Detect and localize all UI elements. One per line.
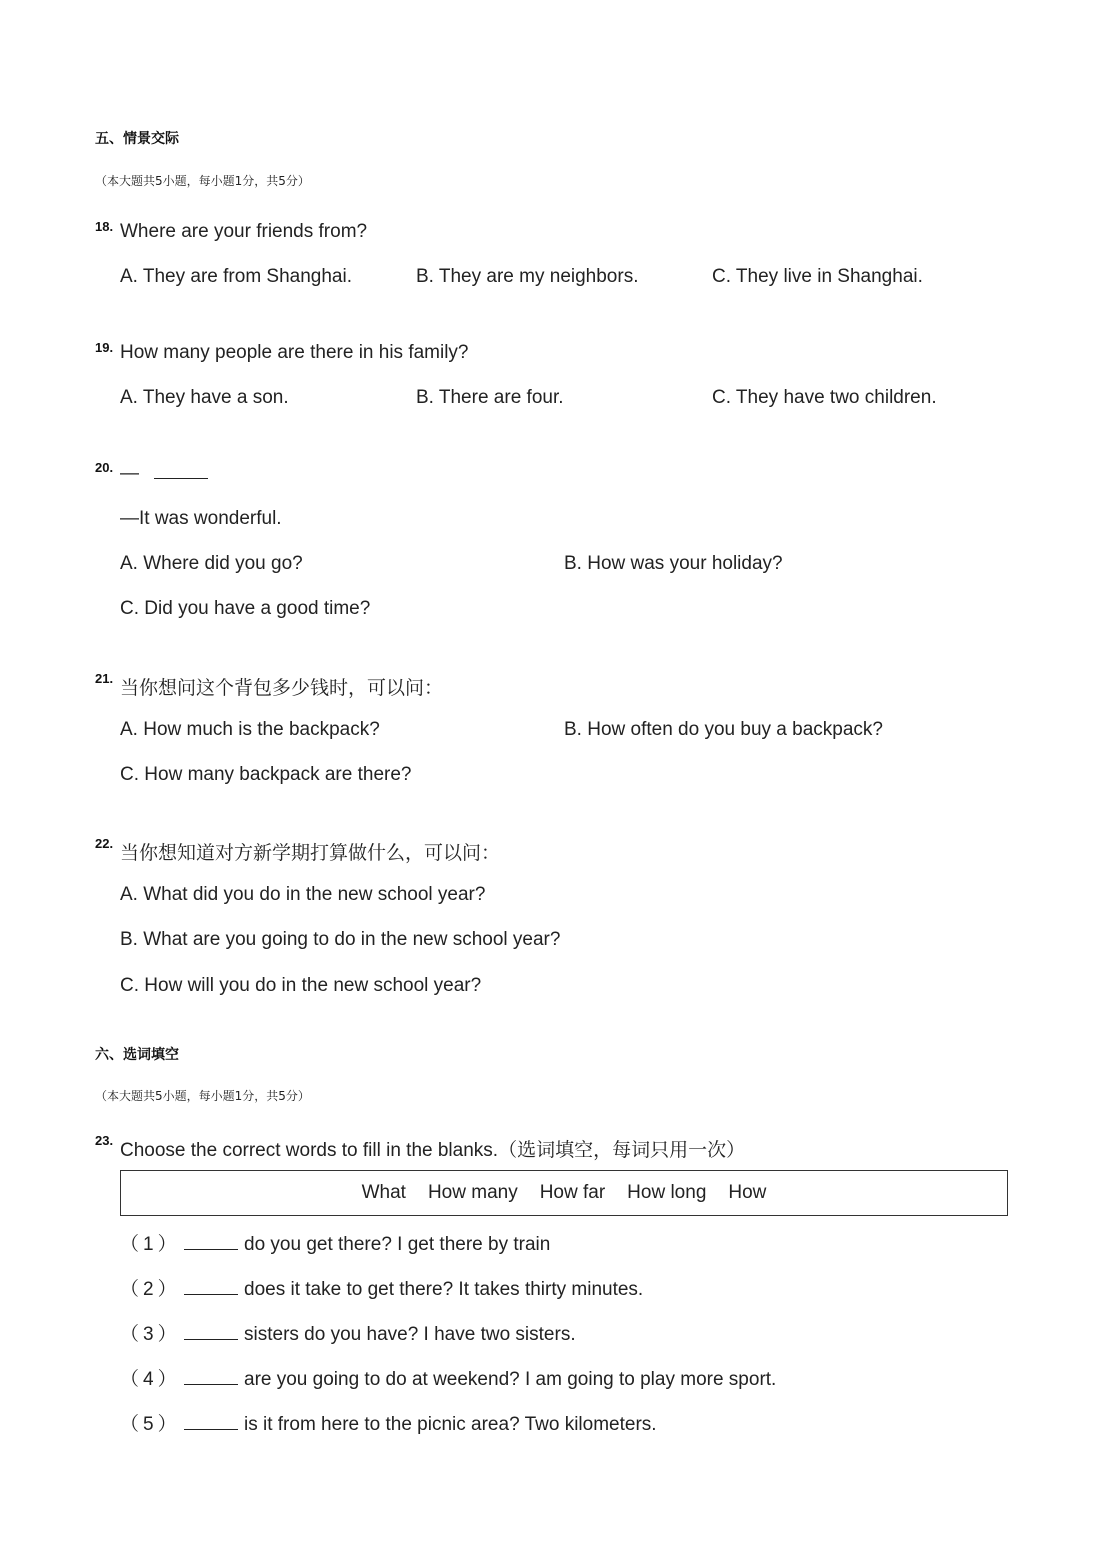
fill-item-text: are you going to do at weekend? I am going to play more sport.: [244, 1369, 777, 1390]
section5-title: 五、情景交际: [95, 131, 179, 147]
fill-item-text: does it take to get there? It takes thirty minutes.: [244, 1279, 644, 1300]
fill-blank: [184, 1321, 238, 1340]
q20-blank: [154, 460, 208, 479]
q20-option-a: A. Where did you go?: [120, 553, 303, 574]
section6-note: （本大题共5小题，每小题1分，共5分）: [95, 1089, 310, 1103]
fill-item-3: [120, 1319, 576, 1346]
q18-option-c: C. They live in Shanghai.: [712, 266, 923, 287]
q22-option-a: A. What did you do in the new school year?: [120, 884, 486, 905]
question-number-22: 22.: [95, 836, 114, 851]
question-number-21: 21.: [95, 671, 114, 686]
q22-option-c: C. How will you do in the new school year?: [120, 975, 482, 996]
fill-item-label: （5）: [120, 1414, 181, 1435]
question-21-text: 当你想问这个背包多少钱时，可以问：: [120, 677, 444, 699]
fill-item-text: sisters do you have? I have two sisters.: [244, 1324, 576, 1345]
q20-reply: —It was wonderful.: [120, 508, 282, 529]
question-number-20: 20.: [95, 460, 114, 475]
question-22-text: 当你想知道对方新学期打算做什么，可以问：: [120, 842, 501, 864]
q22-option-b: B. What are you going to do in the new school year?: [120, 929, 561, 950]
fill-item-4: [120, 1364, 776, 1391]
word-bank-item: How many: [427, 1182, 518, 1203]
fill-item-5: [120, 1409, 657, 1436]
question-number-23: 23.: [95, 1133, 114, 1148]
q20-option-b: B. How was your holiday?: [564, 553, 783, 574]
word-bank-item: How: [728, 1182, 767, 1203]
q21-option-a: A. How much is the backpack?: [120, 719, 380, 740]
fill-item-1: [120, 1229, 550, 1256]
section6-title: 六、选词填空: [95, 1047, 179, 1063]
fill-blank: [184, 1231, 238, 1250]
fill-item-text: do you get there? I get there by train: [244, 1234, 551, 1255]
question-number-18: 18.: [95, 219, 114, 234]
q19-option-c: C. They have two children.: [712, 387, 937, 408]
fill-item-text: is it from here to the picnic area? Two kilometers.: [244, 1414, 657, 1435]
fill-blank: [184, 1411, 238, 1430]
word-bank-item: How long: [627, 1182, 707, 1203]
section5-note: （本大题共5小题，每小题1分，共5分）: [95, 174, 310, 188]
q20-dash: —: [120, 463, 139, 484]
fill-item-label: （2）: [120, 1279, 181, 1300]
q18-option-b: B. They are my neighbors.: [416, 266, 639, 287]
fill-item-label: （1）: [120, 1234, 181, 1255]
q18-option-a: A. They are from Shanghai.: [120, 266, 352, 287]
question-19-text: How many people are there in his family?: [120, 342, 469, 363]
q19-option-b: B. There are four.: [416, 387, 564, 408]
word-bank-item: How far: [539, 1182, 606, 1203]
fill-item-label: （3）: [120, 1324, 181, 1345]
question-18-text: Where are your friends from?: [120, 221, 368, 242]
q21-option-b: B. How often do you buy a backpack?: [564, 719, 883, 740]
fill-item-2: [120, 1274, 643, 1301]
question-23-text: Choose the correct words to fill in the blanks.（选词填空，每词只用一次）: [120, 1140, 746, 1161]
question-number-19: 19.: [95, 340, 114, 355]
fill-item-label: （4）: [120, 1369, 181, 1390]
fill-blank: [184, 1276, 238, 1295]
q20-option-c: C. Did you have a good time?: [120, 598, 371, 619]
word-bank-item: What: [361, 1182, 406, 1203]
question-20-prompt: [120, 460, 208, 485]
word-bank-box: [120, 1170, 1008, 1216]
q19-option-a: A. They have a son.: [120, 387, 289, 408]
fill-blank: [184, 1366, 238, 1385]
q21-option-c: C. How many backpack are there?: [120, 764, 412, 785]
